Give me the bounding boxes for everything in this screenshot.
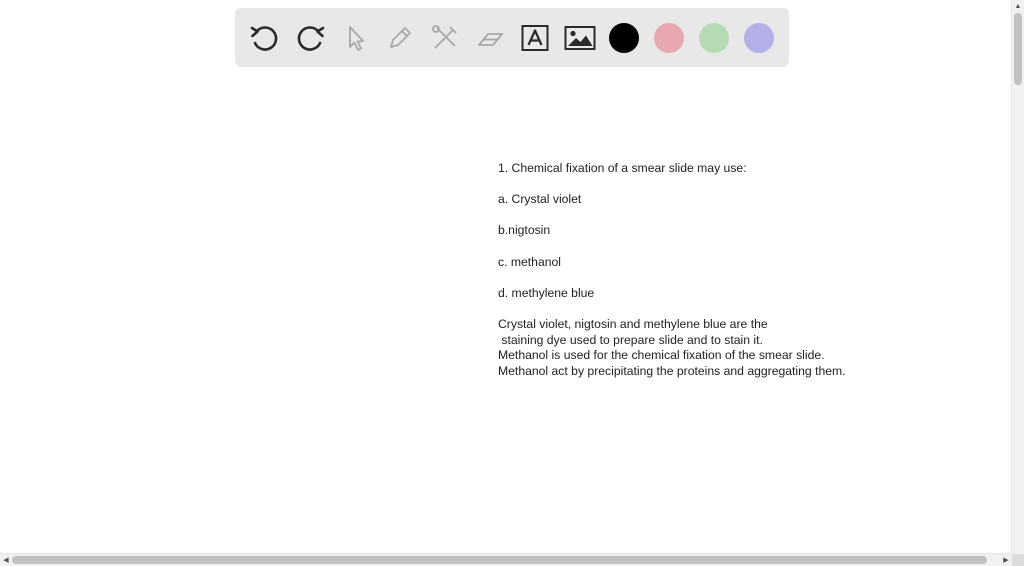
option-a: a. Crystal violet — [498, 192, 582, 207]
eraser-button[interactable] — [474, 22, 506, 54]
image-icon — [564, 22, 596, 54]
color-swatch-green[interactable] — [699, 23, 729, 53]
vertical-scroll-thumb[interactable] — [1014, 13, 1022, 85]
option-c: c. methanol — [498, 254, 562, 269]
pencil-icon — [384, 22, 416, 54]
vertical-scrollbar[interactable] — [1011, 0, 1024, 554]
explanation-line: staining dye used to prepare slide and to stain it. — [498, 332, 763, 347]
scrollbar-corner — [1012, 554, 1024, 566]
option-d: d. methylene blue — [498, 285, 595, 300]
question-text: 1. Chemical fixation of a smear slide may use: — [498, 161, 747, 175]
pencil-button[interactable] — [384, 22, 416, 54]
scroll-left-arrow-icon[interactable]: ◀ — [3, 557, 9, 564]
tools-icon — [429, 22, 461, 54]
scroll-right-arrow-icon[interactable]: ▶ — [1003, 557, 1009, 564]
redo-icon — [294, 22, 326, 54]
option-b: b.nigtosin — [498, 223, 551, 238]
image-button[interactable] — [564, 22, 596, 54]
pointer-icon — [339, 22, 371, 54]
horizontal-scrollbar[interactable] — [0, 553, 1012, 566]
drawing-toolbar — [235, 8, 789, 67]
undo-icon — [249, 22, 281, 54]
color-swatch-black[interactable] — [609, 23, 639, 53]
explanation-line: Crystal violet, nigtosin and methylene blue are the — [498, 316, 768, 331]
redo-button[interactable] — [294, 22, 326, 54]
pointer-button[interactable] — [339, 22, 371, 54]
color-swatch-pink[interactable] — [654, 23, 684, 53]
text-button[interactable] — [519, 22, 551, 54]
horizontal-scroll-thumb[interactable] — [12, 556, 987, 564]
text-icon — [519, 22, 551, 54]
scroll-up-arrow-icon[interactable]: ▲ — [1014, 2, 1022, 10]
tools-button[interactable] — [429, 22, 461, 54]
color-swatch-purple[interactable] — [744, 23, 774, 53]
answer-text-block — [498, 161, 968, 379]
explanation-line: Methanol is used for the chemical fixation of the smear slide. — [498, 348, 825, 363]
undo-button[interactable] — [249, 22, 281, 54]
eraser-icon — [474, 22, 506, 54]
explanation-line: Methanol act by precipitating the proteins and aggregating them. — [498, 363, 846, 378]
